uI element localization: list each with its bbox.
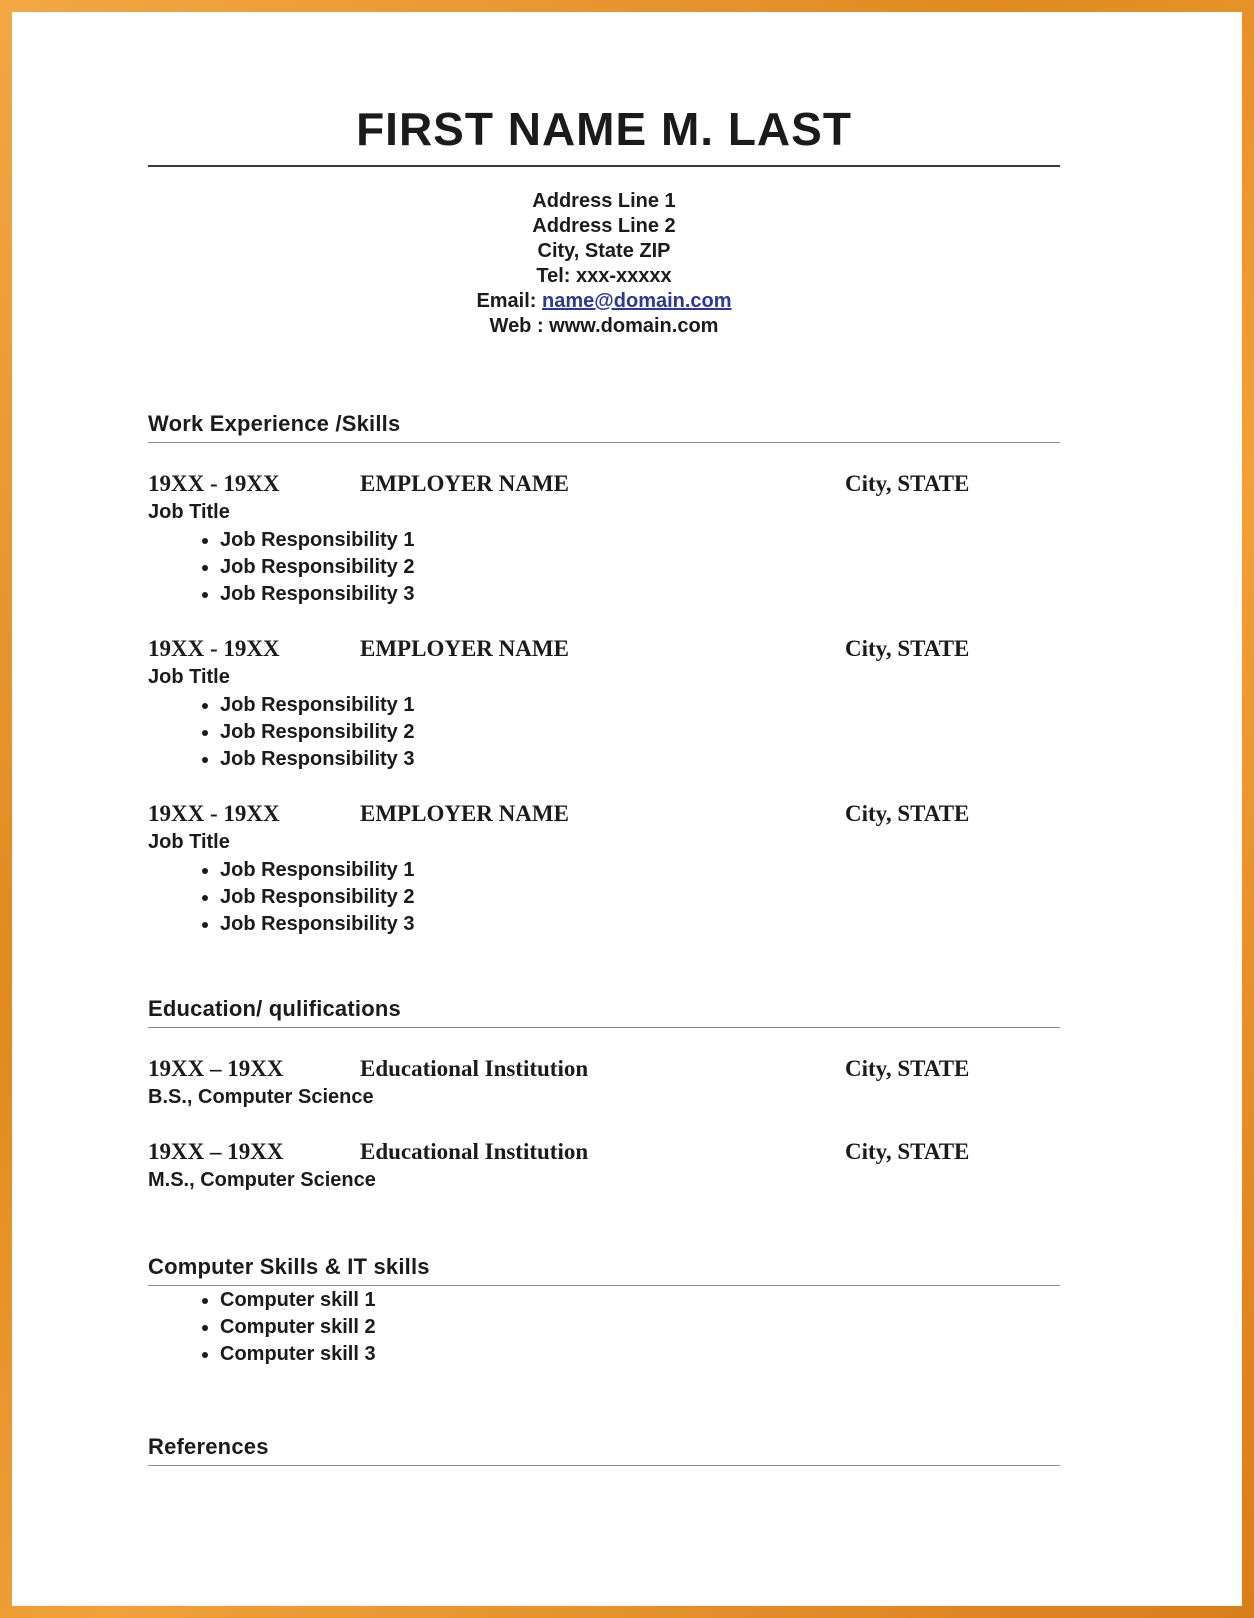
email-label: Email:	[476, 289, 543, 312]
address-line-2: Address Line 2	[532, 214, 676, 237]
title-divider	[148, 165, 1060, 167]
work-section-heading: Work Experience /Skills	[148, 410, 401, 436]
section-references	[148, 1434, 1060, 1466]
work-entry	[148, 470, 1060, 608]
list-item: • Computer skill 2	[220, 1314, 1060, 1341]
institution-name: Educational Institution	[360, 1138, 589, 1164]
computer-skills-list	[148, 1287, 1060, 1368]
degree: M.S., Computer Science	[148, 1168, 376, 1191]
education-entry-header	[148, 1055, 1060, 1083]
address-line-1: Address Line 1	[532, 189, 676, 212]
references-section-divider	[148, 1465, 1060, 1466]
list-item: • Job Responsibility 2	[220, 554, 1060, 581]
telephone-line: Tel: xxx-xxxxx	[536, 264, 672, 287]
list-item: • Computer skill 3	[220, 1341, 1060, 1368]
list-item: • Job Responsibility 3	[220, 581, 1060, 608]
job-title: Job Title	[148, 665, 230, 688]
resume-page	[12, 12, 1242, 1606]
work-dates: 19XX - 19XX	[148, 470, 280, 496]
list-item: • Job Responsibility 1	[220, 857, 1060, 884]
contact-block	[148, 189, 1060, 339]
section-computer-skills	[148, 1254, 1060, 1368]
work-entry-header	[148, 800, 1060, 828]
list-item: • Job Responsibility 2	[220, 719, 1060, 746]
education-entry	[148, 1138, 1060, 1194]
employer-name: EMPLOYER NAME	[360, 800, 569, 826]
list-item: • Computer skill 1	[220, 1287, 1060, 1314]
web-line: Web : www.domain.com	[489, 314, 719, 337]
education-location: City, STATE	[845, 1055, 970, 1081]
education-section-divider	[148, 1027, 1060, 1028]
references-section-heading: References	[148, 1433, 269, 1459]
education-section-heading: Education/ qulifications	[148, 995, 401, 1021]
work-entry	[148, 635, 1060, 773]
email-line	[148, 289, 1060, 314]
list-item: • Job Responsibility 2	[220, 884, 1060, 911]
work-dates: 19XX - 19XX	[148, 800, 280, 826]
resume-header	[148, 104, 1060, 339]
education-dates: 19XX – 19XX	[148, 1138, 284, 1164]
work-entry	[148, 800, 1060, 938]
list-item: • Job Responsibility 3	[220, 746, 1060, 773]
institution-name: Educational Institution	[360, 1055, 589, 1081]
employer-name: EMPLOYER NAME	[360, 470, 569, 496]
computer-section-divider	[148, 1285, 1060, 1286]
education-dates: 19XX – 19XX	[148, 1055, 284, 1081]
job-title: Job Title	[148, 830, 230, 853]
city-state-zip: City, State ZIP	[537, 239, 671, 262]
computer-section-heading: Computer Skills & IT skills	[148, 1253, 430, 1279]
work-entry-header	[148, 635, 1060, 663]
work-location: City, STATE	[845, 800, 970, 826]
work-dates: 19XX - 19XX	[148, 635, 280, 661]
education-entry-header	[148, 1138, 1060, 1166]
work-location: City, STATE	[845, 470, 970, 496]
section-work-experience	[148, 411, 1060, 938]
education-entry	[148, 1055, 1060, 1111]
list-item: • Job Responsibility 3	[220, 911, 1060, 938]
work-location: City, STATE	[845, 635, 970, 661]
responsibility-list	[148, 857, 1060, 938]
education-location: City, STATE	[845, 1138, 970, 1164]
responsibility-list	[148, 527, 1060, 608]
section-education	[148, 996, 1060, 1194]
employer-name: EMPLOYER NAME	[360, 635, 569, 661]
responsibility-list	[148, 692, 1060, 773]
job-title: Job Title	[148, 500, 230, 523]
degree: B.S., Computer Science	[148, 1085, 374, 1108]
page-title: FIRST NAME M. LAST	[356, 103, 852, 155]
list-item: • Job Responsibility 1	[220, 692, 1060, 719]
list-item: • Job Responsibility 1	[220, 527, 1060, 554]
work-entry-header	[148, 470, 1060, 498]
work-section-divider	[148, 442, 1060, 443]
email-link[interactable]: name@domain.com	[542, 289, 732, 312]
